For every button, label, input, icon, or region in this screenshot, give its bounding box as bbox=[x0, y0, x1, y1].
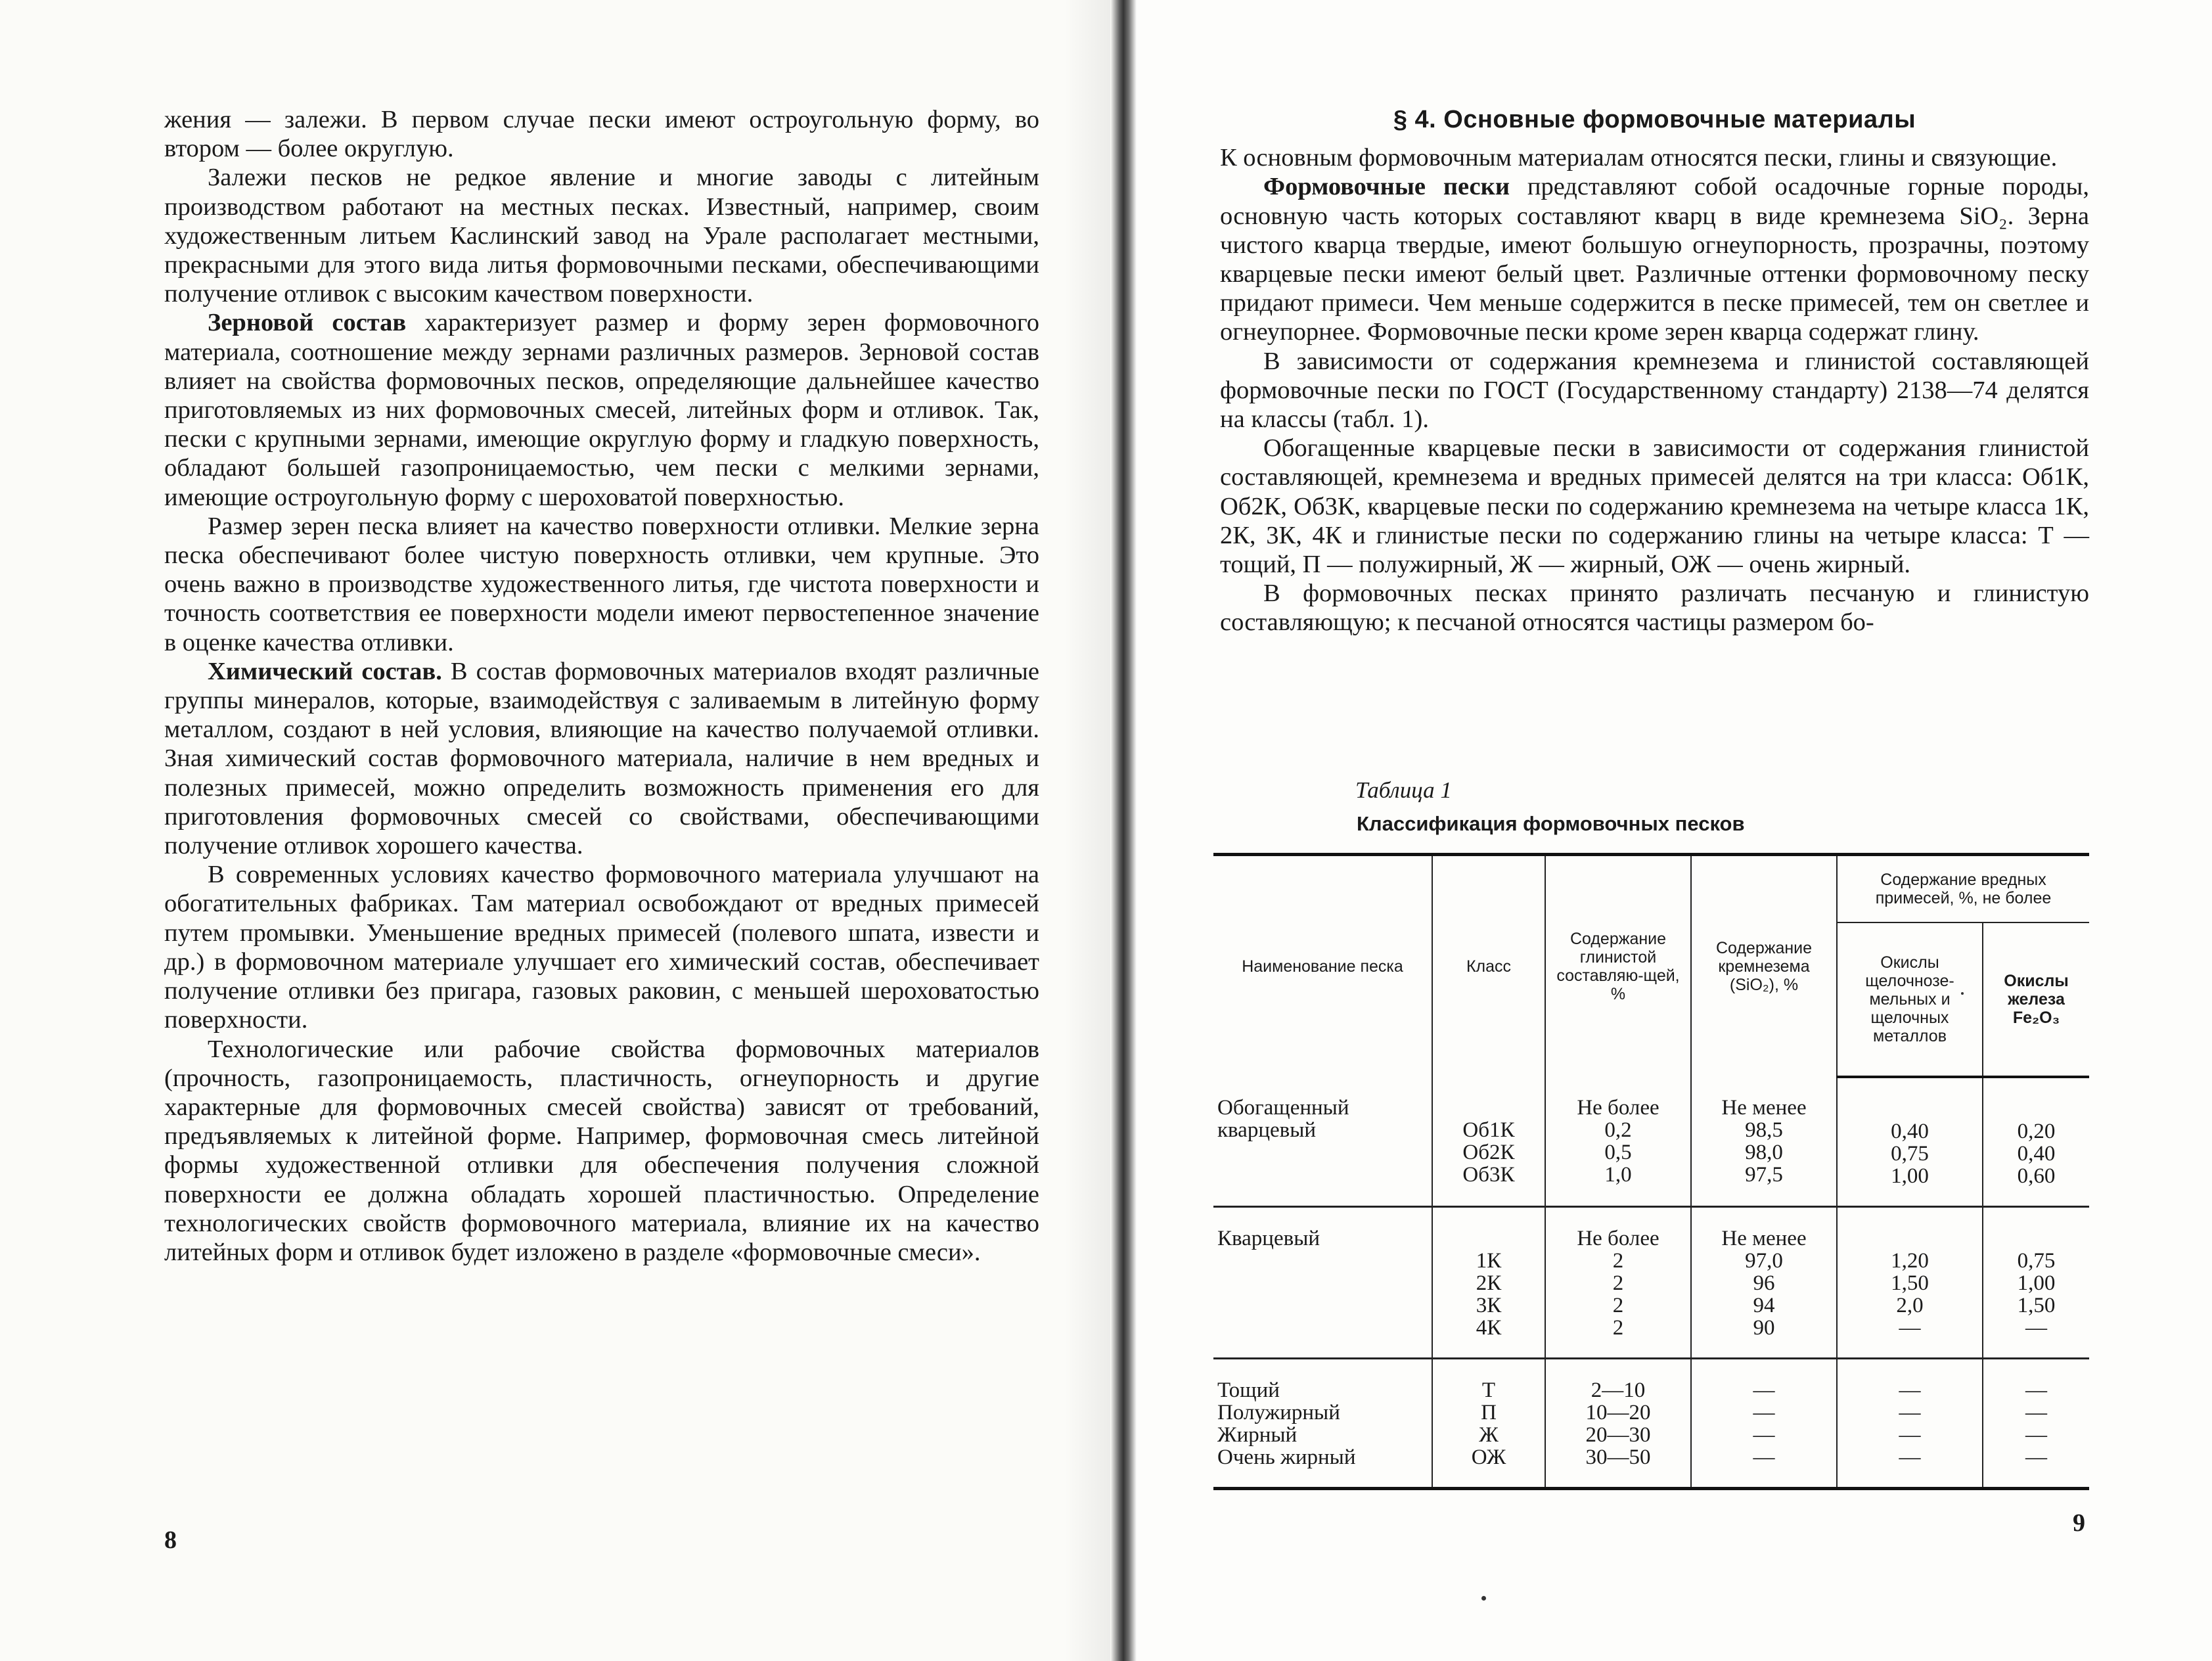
header-clay: Содержание глинистой составляю-щей, % bbox=[1545, 855, 1691, 1078]
cell-line: 0,2 bbox=[1604, 1118, 1632, 1142]
cell-line: Об1К bbox=[1462, 1118, 1515, 1142]
cell-line: 98,5 bbox=[1745, 1118, 1783, 1142]
cell-line: 0,40 bbox=[2017, 1142, 2056, 1166]
cell-silica bbox=[1691, 1077, 1837, 1207]
header-alkali-oxides: Окислы щелочнозе-мельных и щелочных металлов bbox=[1837, 922, 1983, 1077]
cell-iron bbox=[1983, 1077, 2089, 1207]
cell-line: Не менее bbox=[1721, 1227, 1807, 1250]
cell-line: ОЖ bbox=[1471, 1445, 1506, 1469]
cell-line: Не более bbox=[1577, 1096, 1659, 1120]
left-paragraph-4: Размер зерен песка влияет на качество поверхности отливки. Мелкие зерна песка обеспечивают более чистую поверхность отливки, чем крупные. Это очень важно в производстве художественного литья, где чистота поверхности и точность соответствия ее поверхности модели имеют первостепенное значение в оценке качества отливки. bbox=[164, 512, 1039, 656]
right-paragraph-1: К основным формовочным материалам относятся пески, глины и связующие. bbox=[1220, 144, 2058, 172]
cell-alkali bbox=[1837, 1077, 1983, 1207]
cell-iron bbox=[1983, 1359, 2089, 1489]
right-paragraph-5: В формовочных песках принято различать песчаную и глинистую составляющую; к песчаной относятся частицы размером бо- bbox=[1220, 580, 2089, 637]
cell-line: — bbox=[1753, 1423, 1775, 1447]
cell-line: 2 bbox=[1612, 1316, 1624, 1340]
cell-line: 0,5 bbox=[1604, 1141, 1632, 1164]
cell-line: 1,0 bbox=[1604, 1163, 1632, 1187]
cell-line: 2,0 bbox=[1896, 1294, 1924, 1317]
scan-speck bbox=[1961, 992, 1964, 995]
scan-speck bbox=[1481, 1596, 1486, 1601]
cell-class bbox=[1432, 1359, 1545, 1489]
left-paragraph-5: Химический состав. В состав формовочных материалов входят различные группы минералов, которые, взаимодействуя с заливаемым в литейную форму металлом, создают в ней условия, влияющие на качество получаемой отливки. Зная химический состав формовочного материала, наличие в нем вредных и полезных примесей, можно определить возможность применения его для приготовления формовочных смесей со свойствами, обеспечивающими получение отливок хорошего качества. bbox=[164, 657, 1039, 860]
cell-line: 30—50 bbox=[1585, 1445, 1651, 1469]
cell-line: Жирный bbox=[1217, 1423, 1298, 1447]
cell-clay bbox=[1545, 1077, 1691, 1207]
cell-line: 2 bbox=[1612, 1294, 1624, 1317]
gutter-shadow bbox=[1064, 0, 1110, 1661]
cell-line: — bbox=[1899, 1423, 1921, 1447]
table-row bbox=[1213, 1359, 2089, 1489]
cell-line: 10—20 bbox=[1585, 1401, 1651, 1424]
header-impurities: Содержание вредных примесей, %, не более bbox=[1837, 855, 2089, 923]
cell-line: Т bbox=[1481, 1378, 1496, 1402]
cell-line: 97,0 bbox=[1745, 1249, 1783, 1273]
cell-line: 1,00 bbox=[1891, 1164, 1929, 1188]
cell-line: 2 bbox=[1612, 1271, 1624, 1295]
cell-clay bbox=[1545, 1207, 1691, 1359]
cell-line: — bbox=[1899, 1401, 1921, 1424]
cell-line: — bbox=[1899, 1316, 1921, 1340]
cell-line: 1,50 bbox=[1891, 1271, 1929, 1295]
left-paragraph-7: Технологические или рабочие свойства формовочных материалов (прочность, газопроницаемость, пластичность, огнеупорность и другие характерные для формовочных смесей свойства) зависят от требований, предъявляемых к литейной форме. Например, формовочная смесь литейной формы художественной отливки для обеспечения получения сложной поверхности ее должна обладать хорошей пластичностью. Определение технологических свойств формовочного материала, влияние их на качество литейных форм и отливок будет изложено в разделе «формовочные смеси». bbox=[164, 1035, 1039, 1266]
cell-line: 4К bbox=[1476, 1316, 1502, 1340]
cell-line bbox=[1437, 1097, 1541, 1119]
left-paragraph-6: В современных условиях качество формовочного материала улучшают на обогатительных фабриках. Там материал освобождают от вредных примесей путем промывки. Уменьшение вредных примесей (полевого шпата, извести и др.) в формовочном материале улучшает его химический состав, обеспечивает получение отливки без пригара, газовых раковин, с меньшей шероховатостью поверхности. bbox=[164, 861, 1039, 1034]
cell-line: 0,60 bbox=[2017, 1164, 2056, 1188]
right-page-number: 9 bbox=[2073, 1509, 2085, 1537]
cell-line bbox=[1987, 1098, 2085, 1120]
cell-line bbox=[1987, 1227, 2085, 1250]
sand-classification-table bbox=[1213, 853, 2089, 1490]
cell-silica bbox=[1691, 1207, 1837, 1359]
cell-line: 1,00 bbox=[2017, 1271, 2056, 1295]
cell-line: 2 bbox=[1612, 1249, 1624, 1273]
left-paragraph-1: жения — залежи. В первом случае пески имеют остроугольную форму, во втором — более округлую. bbox=[164, 106, 1039, 163]
cell-clay bbox=[1545, 1359, 1691, 1489]
cell-line: 1,20 bbox=[1891, 1249, 1929, 1273]
cell-line: Об3К bbox=[1462, 1163, 1515, 1187]
left-paragraph-2: Залежи песков не редкое явление и многие заводы с литейным производством работают на местных песках. Известный, например, своим художественным литьем Каслинский завод на Урале располагает местными, прекрасными для этого вида литья формовочными песками, обеспечивающими получение отливок с высоким качеством поверхности. bbox=[164, 164, 1039, 308]
cell-line: Обогащенный bbox=[1217, 1096, 1349, 1120]
cell-line: Ж bbox=[1479, 1423, 1499, 1447]
cell-line: 90 bbox=[1753, 1316, 1775, 1340]
table-row bbox=[1213, 1077, 2089, 1207]
cell-name bbox=[1213, 1359, 1432, 1489]
cell-line bbox=[1841, 1098, 1978, 1120]
cell-line: 0,75 bbox=[1891, 1142, 1929, 1166]
cell-line bbox=[1841, 1227, 1978, 1250]
cell-line: 0,75 bbox=[2017, 1249, 2056, 1273]
cell-line: Об2К bbox=[1462, 1141, 1515, 1164]
cell-line: — bbox=[2025, 1378, 2047, 1402]
cell-name bbox=[1213, 1077, 1432, 1207]
header-silica: Содержание кремнезема (SiO₂), % bbox=[1691, 855, 1837, 1078]
table-row bbox=[1213, 1207, 2089, 1359]
table-caption: Таблица 1 bbox=[1355, 777, 1452, 803]
header-class: Класс bbox=[1432, 855, 1545, 1078]
cell-line: 94 bbox=[1753, 1294, 1775, 1317]
book-gutter bbox=[1110, 0, 1137, 1661]
cell-line: 96 bbox=[1753, 1271, 1775, 1295]
right-page-text bbox=[1220, 105, 2089, 637]
right-paragraph-4: Обогащенные кварцевые пески в зависимости от содержания глинистой составляющей, кремнезема и вредных примесей делятся на три класса: Об1К, Об2К, Об3К, кварцевые пески по содержанию кремнезема на четыре класса 1К, 2К, 3К, 4К и глинистые пески по содержанию глины на четыре класса: Т — тощий, П — полужирный, Ж — жирный, ОЖ — очень жирный. bbox=[1220, 434, 2089, 579]
cell-line: — bbox=[1753, 1401, 1775, 1424]
cell-line: — bbox=[1899, 1445, 1921, 1469]
cell-line: Не более bbox=[1577, 1227, 1659, 1250]
cell-line bbox=[1437, 1227, 1541, 1250]
cell-line: 3К bbox=[1476, 1294, 1502, 1317]
cell-line: — bbox=[1899, 1378, 1921, 1402]
cell-line: — bbox=[2025, 1316, 2047, 1340]
cell-line: 0,40 bbox=[1891, 1120, 1929, 1143]
left-page-number: 8 bbox=[164, 1526, 177, 1554]
cell-line: — bbox=[1753, 1378, 1775, 1402]
right-paragraph-2: Формовочные пески представляют собой осадочные горные породы, основную часть которых составляют кварц в виде кремнезема SiO₂. Зерна чистого кварца твердые, имеют большую огнеупорность, прозрачны, поэтому кварцевые пески имеют белый цвет. Различные оттенки формовочному песку придают примеси. Чем меньше содержится в песке примесей, тем он светлее и огнеупорнее. Формовочные пески кроме зерен кварца содержат глину. bbox=[1220, 173, 2089, 346]
cell-line: 0,20 bbox=[2017, 1120, 2056, 1143]
cell-line: Не менее bbox=[1721, 1096, 1807, 1120]
cell-line: 98,0 bbox=[1745, 1141, 1783, 1164]
cell-line: П bbox=[1481, 1401, 1497, 1424]
cell-line: Полужирный bbox=[1217, 1401, 1340, 1424]
cell-line: — bbox=[2025, 1445, 2047, 1469]
cell-class bbox=[1432, 1077, 1545, 1207]
cell-line: 2К bbox=[1476, 1271, 1502, 1295]
left-paragraph-3: Зерновой состав характеризует размер и форму зерен формовочного материала, соотношение между зернами различных размеров. Зерновой состав влияет на свойства формовочных песков, определяющие дальнейшее качество приготовляемых из них формовочных смесей, литейных форм и отливок. Так, пески с крупными зернами, имеющие округлую форму и гладкую поверхность, обладают большей газопроницаемостью, чем пески с мелкими зернами, имеющие остроугольную форму с шероховатой поверхностью. bbox=[164, 309, 1040, 511]
cell-name bbox=[1213, 1207, 1432, 1359]
cell-line: — bbox=[2025, 1401, 2047, 1424]
cell-line: — bbox=[2025, 1423, 2047, 1447]
cell-alkali bbox=[1837, 1359, 1983, 1489]
cell-silica bbox=[1691, 1359, 1837, 1489]
cell-line: Тощий bbox=[1217, 1378, 1280, 1402]
header-name: Наименование песка bbox=[1213, 855, 1432, 1078]
cell-line: 2—10 bbox=[1591, 1378, 1646, 1402]
table-title: Классификация формовочных песков bbox=[1357, 812, 1745, 835]
cell-line: кварцевый bbox=[1217, 1118, 1317, 1142]
cell-alkali bbox=[1837, 1207, 1983, 1359]
header-iron-oxides: Окислы железа Fe₂O₃ bbox=[1983, 922, 2089, 1077]
cell-line: — bbox=[1753, 1445, 1775, 1469]
cell-line: 1,50 bbox=[2017, 1294, 2056, 1317]
cell-line: 20—30 bbox=[1585, 1423, 1651, 1447]
right-paragraph-3: В зависимости от содержания кремнезема и глинистой составляющей формовочные пески по ГОСТ (Государственному стандарту) 2138—74 делятся на классы (табл. 1). bbox=[1220, 347, 2089, 434]
section-heading: § 4. Основные формовочные материалы bbox=[1393, 106, 1916, 133]
left-page-text bbox=[164, 105, 1039, 1267]
cell-line: 1К bbox=[1476, 1249, 1502, 1273]
cell-class bbox=[1432, 1207, 1545, 1359]
cell-line: Кварцевый bbox=[1217, 1227, 1320, 1250]
cell-iron bbox=[1983, 1207, 2089, 1359]
cell-line: Очень жирный bbox=[1217, 1445, 1356, 1469]
cell-line: 97,5 bbox=[1745, 1163, 1783, 1187]
